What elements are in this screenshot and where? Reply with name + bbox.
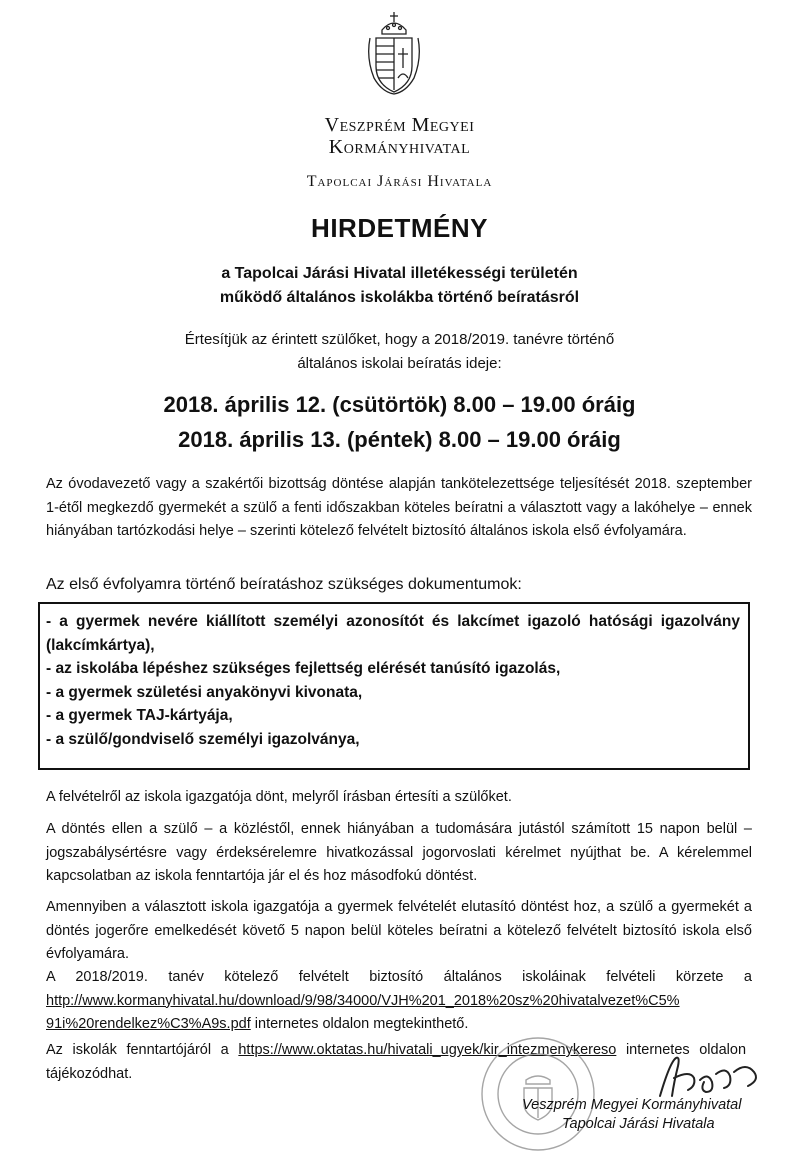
district-link-continued[interactable]: 91i%20rendelkez%C3%A9s.pdf	[46, 1016, 251, 1032]
signoff-line1: Veszprém Megyei Kormányhivatal	[522, 1097, 742, 1113]
document-item: - a szülő/gondviselő személyi igazolványa,	[46, 730, 360, 748]
intro-line2: általános iskolai beíratás ideje:	[297, 355, 502, 372]
org-name-line1: Veszprém Megyei	[324, 114, 475, 136]
maintainer-link[interactable]: https://www.oktatas.hu/hivatali_ugyek/kir_intezmenykereso	[238, 1042, 617, 1058]
paragraph-obligation: Az óvodavezető vagy a szakértői bizottság döntése alapján tankötelezettsége teljesítését 2018. szeptember 1-étől megkezdő gyermekét a szülő a fenti időszakban köteles beíratni a választott vagy a lakóhelye – ennek hiányában tartózkodási helye – szerinti kötelező felvételt biztosító általános iskola első évfolyamára.	[46, 476, 752, 539]
intro-line1: Értesítjük az érintett szülőket, hogy a 2018/2019. tanévre történő	[184, 331, 615, 348]
paragraph-maintainer-link	[46, 1039, 746, 1086]
signature-icon	[650, 1052, 770, 1102]
documents-heading: Az első évfolyamra történő beíratáshoz szükséges dokumentumok:	[46, 576, 522, 593]
notice-subtitle	[0, 262, 799, 310]
maintainer-suffix: internetes oldalon tájékozódhat.	[46, 1042, 747, 1082]
org-name-line2: Kormányhivatal	[328, 136, 471, 158]
enrollment-date-2: 2018. április 13. (péntek) 8.00 – 19.00 óráig	[178, 427, 621, 452]
document-item: - a gyermek nevére kiállított személyi azonosítót és lakcímet igazoló hatósági igazolvány (lakcímkártya),	[46, 613, 740, 654]
paragraph-decision: A felvételről az iskola igazgatója dönt, melyről írásban értesíti a szülőket.	[46, 789, 512, 805]
required-documents-box	[38, 602, 750, 770]
coat-of-arms-icon	[362, 8, 426, 96]
intro-text	[0, 328, 799, 376]
paragraph-district-link	[46, 966, 752, 1037]
district-link[interactable]: http://www.kormanyhivatal.hu/download/9/98/34000/VJH%201_2018%20sz%20hivatalvezet%C5%	[46, 992, 680, 1009]
org-department: Tapolcai Járási Hivatala	[306, 173, 493, 190]
paragraph-appeal: A döntés ellen a szülő – a közléstől, ennek hiányában a tudomására jutástól számított 15 napon belül – jogszabálysértésre vagy érdeksérelemre hivatkozással jogorvoslati kérelmet nyújthat be. A kérelemmel kapcsolatban az iskola fenntartója jár el és hoz másodfokú döntést.	[46, 821, 752, 884]
district-link-suffix: internetes oldalon megtekinthető.	[250, 1016, 469, 1032]
maintainer-prefix: Az iskolák fenntartójáról a	[46, 1042, 239, 1058]
paragraph-rejection: Amennyiben a választott iskola igazgatója a gyermek felvételét elutasító döntést hoz, a szülő a gyermekét a döntés jogerőre emelkedését követő 5 napon belül köteles beíratni a kötelező felvételt biztosító iskola első évfolyamára.	[46, 899, 752, 962]
notice-title: HIRDETMÉNY	[311, 213, 488, 243]
enrollment-date-1: 2018. április 12. (csütörtök) 8.00 – 19.00 óráig	[163, 392, 636, 417]
official-stamp-icon	[478, 1034, 598, 1154]
subtitle-line1: a Tapolcai Járási Hivatal illetékességi területén	[221, 265, 578, 282]
district-text: A 2018/2019. tanév kötelező felvételt biztosító általános iskoláinak felvételi körzete a	[46, 969, 752, 985]
signoff-line2: Tapolcai Járási Hivatala	[562, 1116, 715, 1132]
document-item: - a gyermek születési anyakönyvi kivonata,	[46, 683, 363, 701]
subtitle-line2: működő általános iskolákba történő beíratásról	[219, 289, 580, 306]
document-item: - az iskolába lépéshez szükséges fejlettség elérését tanúsító igazolás,	[46, 660, 561, 677]
document-item: - a gyermek TAJ-kártyája,	[46, 707, 233, 724]
